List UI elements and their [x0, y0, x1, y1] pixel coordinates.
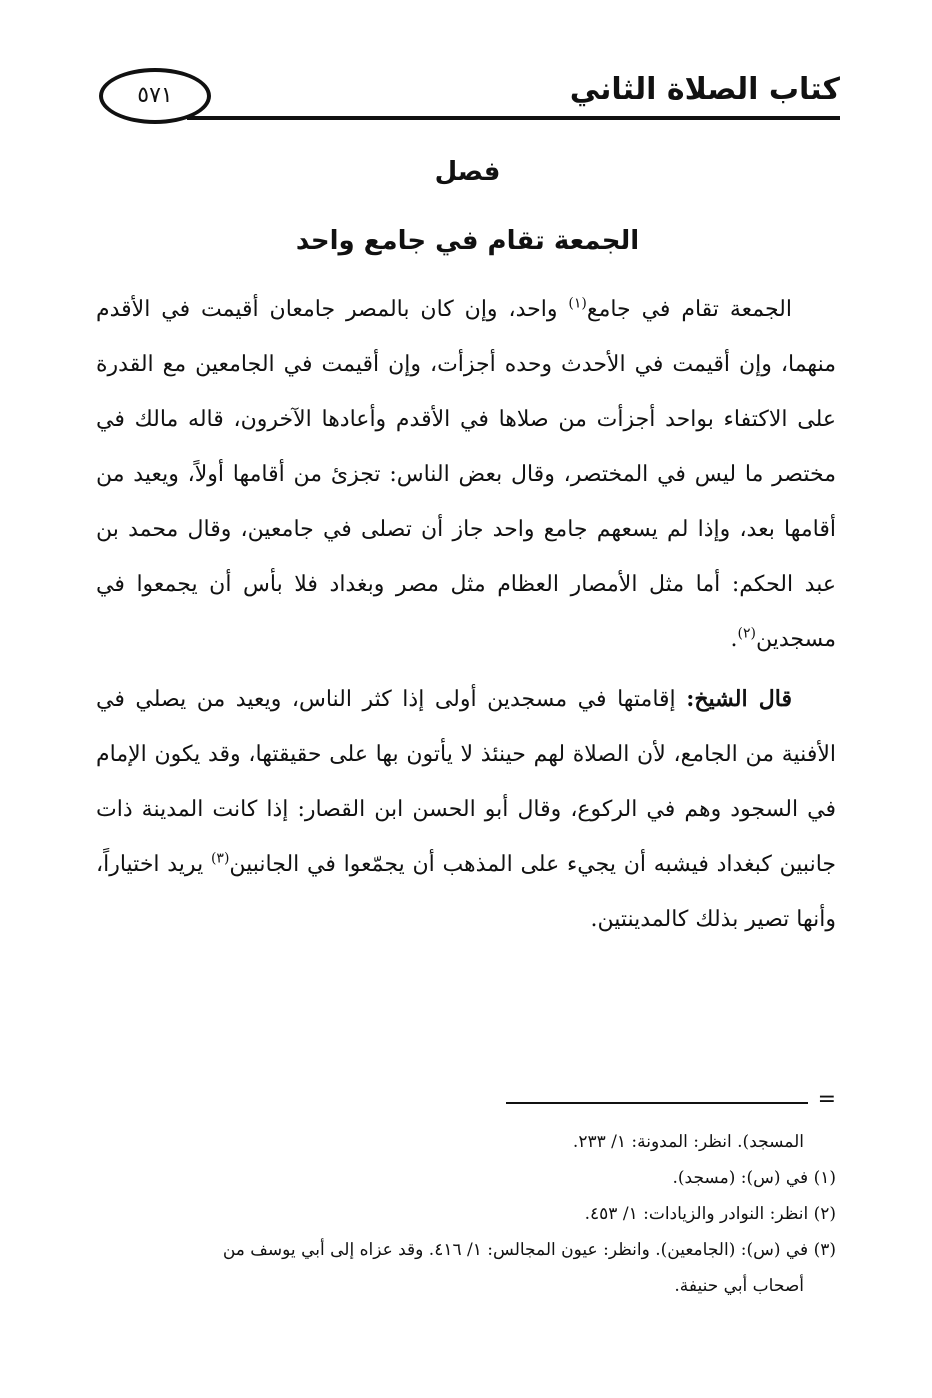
footnote-2: (٢) انظر: النوادر والزيادات: ١/ ٤٥٣. — [584, 1204, 836, 1224]
paragraph-1 — [96, 282, 836, 667]
footnote-carryover: المسجد). انظر: المدونة: ١/ ٢٣٣. — [572, 1132, 804, 1152]
footnote-3-continuation: أصحاب أبي حنيفة. — [674, 1276, 804, 1296]
paragraph-2-lead: قال الشيخ: — [686, 686, 793, 712]
page-header — [95, 62, 840, 128]
book-title: كتاب الصلاة الثاني — [569, 72, 840, 107]
footnote-rule — [506, 1102, 808, 1104]
chapter-title: الجمعة تقام في جامع واحد — [295, 226, 640, 256]
page-number-frame — [99, 68, 211, 124]
paragraph-2 — [96, 672, 836, 947]
footnote-ref-2: (٢) — [737, 625, 756, 642]
page-number: ٥٧١ — [137, 83, 173, 108]
footnote-separator — [506, 1087, 836, 1113]
paragraph-1-part2: واحد، وإن كان بالمصر جامعان أقيمت في الأقدم منهما، وإن أقيمت في الأحدث وحده أجزأت، وإن أقيمت في الجامعين مع القدرة على الاكتفاء بواحد أجزأت من صلاها في الأقدم وأعادها الآخرون، قاله مالك في مختصر ما ليس في المختصر، وقال بعض الناس: تجزئ من أقامها أولاً، ويعيد من أقامها بعد، وإذا لم يسعهم جامع واحد جاز أن تصلى في جامعين، وقال محمد بن عبد الحكم: أما مثل الأمصار العظام مثل مصر وبغداد فلا بأس أن يجمعوا في مسجدين — [96, 297, 836, 652]
paragraph-2-part2: يريد اختياراً، وأنها تصير بذلك كالمدينتين. — [96, 852, 836, 932]
footnote-continuation-mark: = — [817, 1087, 836, 1112]
footnote-ref-3: (٣) — [210, 850, 230, 867]
footnote-3: (٣) في (س): (الجامعين). وانظر: عيون المجالس: ١/ ٤١٦. وقد عزاه إلى أبي يوسف من — [222, 1240, 836, 1260]
footnote-ref-1: (١) — [568, 295, 587, 312]
paragraph-2-part1: إقامتها في مسجدين أولى إذا كثر الناس، ويعيد من يصلي في الأفنية من الجامع، لأن الصلاة لهم حينئذ لا يأتون بها على حقيقتها، وقد يكون الإمام في السجود وهم في الركوع، وقال أبو الحسن ابن القصار: إذا كانت المدينة ذات جانبين كبغداد فيشبه أن يجيء على المذهب أن يجمّعوا في الجانبين — [96, 687, 836, 877]
footnote-1: (١) في (س): (مسجد). — [672, 1168, 836, 1188]
section-label: فصل — [434, 157, 501, 187]
paragraph-1-part1: الجمعة تقام في جامع — [586, 297, 792, 322]
paragraph-1-part3: . — [730, 627, 738, 652]
body-text — [96, 282, 836, 947]
footnotes — [96, 1124, 836, 1304]
header-rule — [187, 116, 840, 120]
